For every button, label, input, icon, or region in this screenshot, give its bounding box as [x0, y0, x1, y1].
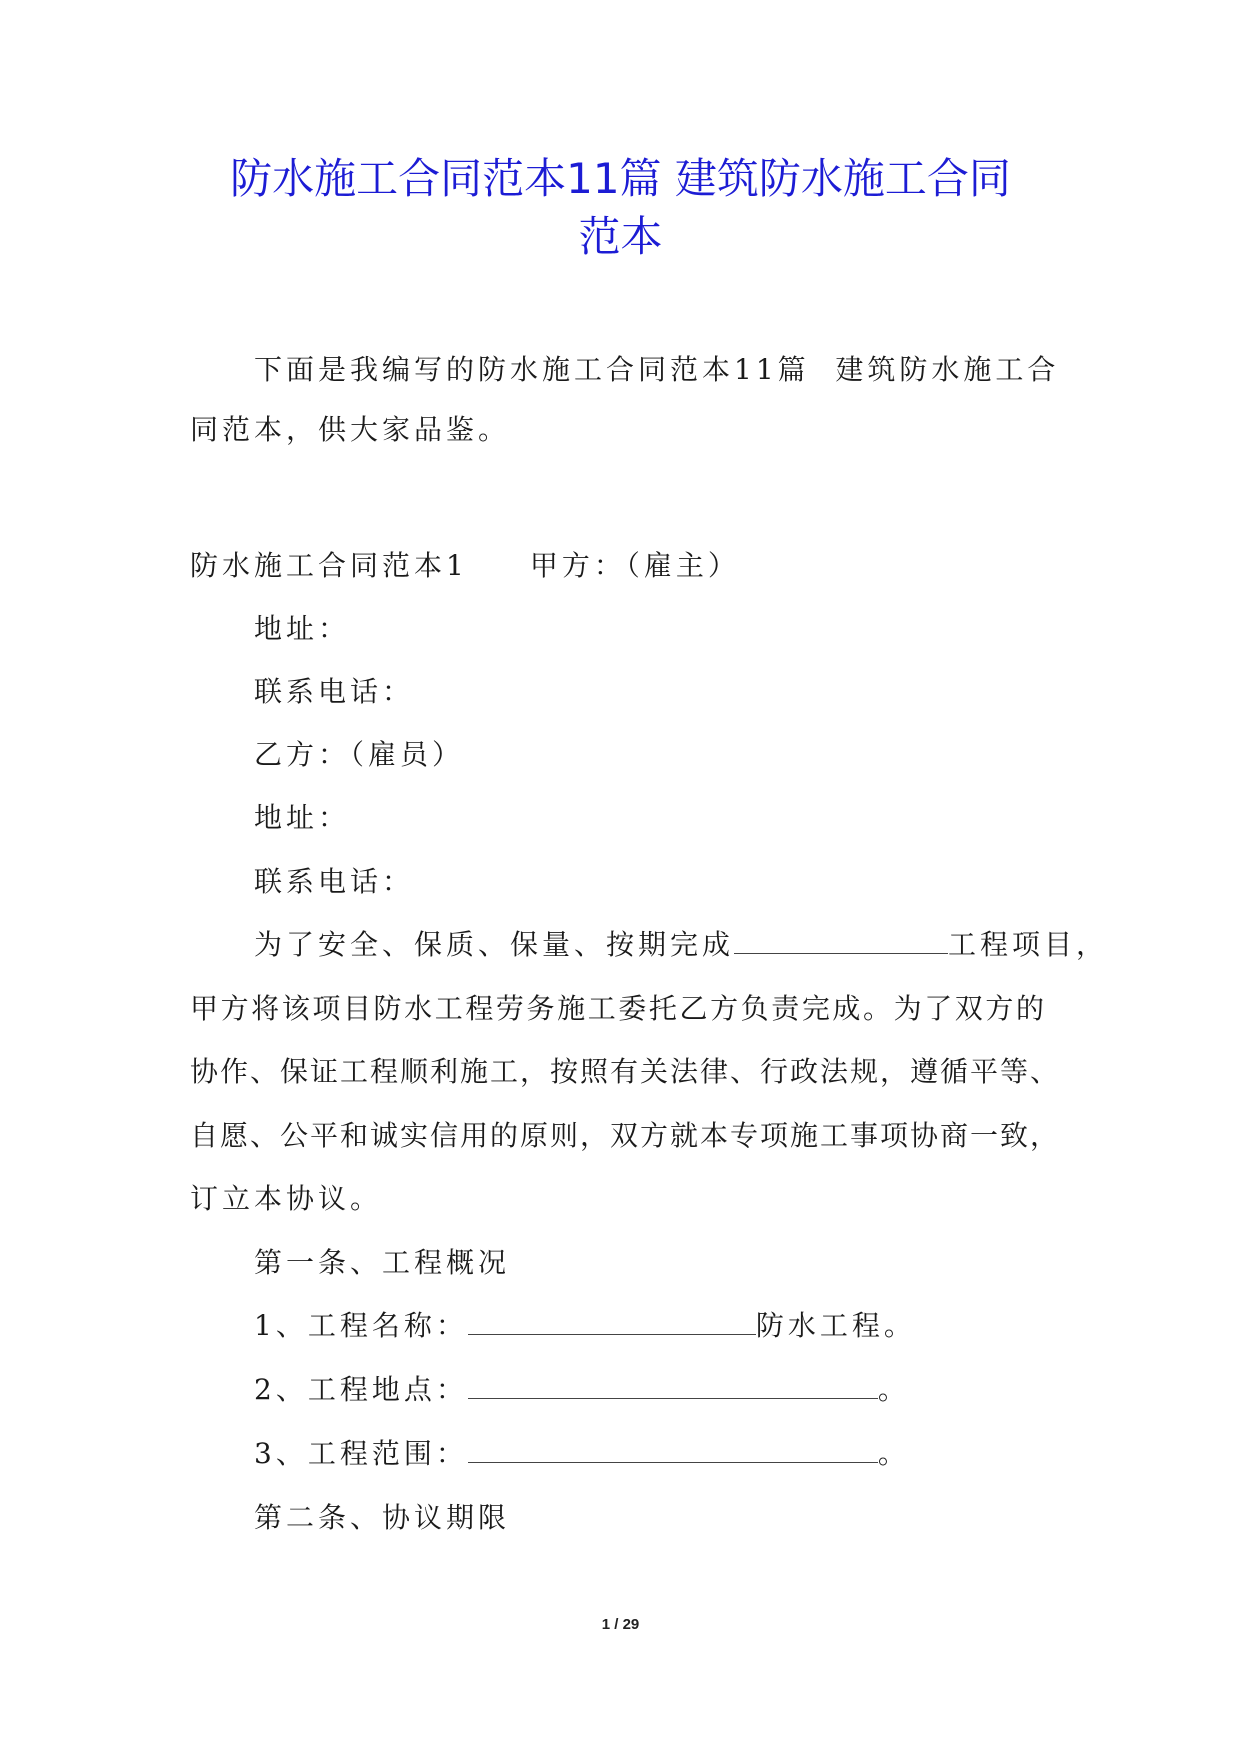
article-1-heading: 第一条、工程概况 — [254, 1246, 511, 1279]
paragraph-1-line-3: 协作、保证工程顺利施工，按照有关法律、行政法规，遵循平等、 — [190, 1055, 1061, 1088]
paragraph-1-line-1 — [254, 923, 1108, 963]
article-2-heading: 第二条、协议期限 — [254, 1501, 511, 1534]
paragraph-1-end: 工程项目， — [948, 928, 1109, 961]
item-1-label: 1、工程名称： — [254, 1309, 468, 1342]
item-3-suffix: 。 — [877, 1437, 910, 1470]
paragraph-1-line-2: 甲方将该项目防水工程劳务施工委托乙方负责完成。为了双方的 — [190, 992, 1046, 1025]
item-1-blank — [468, 1308, 756, 1335]
phone-b: 联系电话： — [254, 865, 415, 898]
item-1-suffix: 防水工程。 — [755, 1309, 916, 1342]
section-heading-row — [190, 544, 740, 584]
item-1 — [254, 1304, 916, 1344]
item-3 — [254, 1432, 910, 1472]
paragraph-1-start: 为了安全、保质、保量、按期完成 — [254, 928, 735, 961]
item-2 — [254, 1368, 910, 1408]
item-3-label: 3、工程范围： — [254, 1437, 468, 1470]
title-line-2: 范本 — [578, 212, 663, 261]
address-b: 地址： — [254, 801, 351, 834]
phone-a: 联系电话： — [254, 675, 415, 708]
paragraph-1-line-5: 订立本协议。 — [190, 1182, 383, 1215]
item-2-blank — [468, 1372, 878, 1399]
item-2-label: 2、工程地点： — [254, 1373, 468, 1406]
party-a-label: 甲方：（雇主） — [529, 549, 740, 582]
party-b-label: 乙方：（雇员） — [254, 738, 465, 771]
section-heading: 防水施工合同范本1 — [190, 549, 468, 582]
document-title — [150, 150, 1091, 266]
paragraph-1-line-4: 自愿、公平和诚实信用的原则，双方就本专项施工事项协商一致， — [190, 1119, 1061, 1152]
item-3-blank — [468, 1436, 878, 1463]
intro-line-1: 下面是我编写的防水施工合同范本11篇 建筑防水施工合 — [254, 353, 1060, 386]
page-number: 1 / 29 — [601, 1616, 640, 1633]
address-a: 地址： — [254, 612, 351, 645]
title-line-1: 防水施工合同范本11篇 建筑防水施工合同 — [230, 154, 1011, 203]
item-2-suffix: 。 — [877, 1373, 910, 1406]
project-name-blank — [734, 927, 948, 954]
intro-line-2: 同范本，供大家品鉴。 — [190, 413, 511, 446]
